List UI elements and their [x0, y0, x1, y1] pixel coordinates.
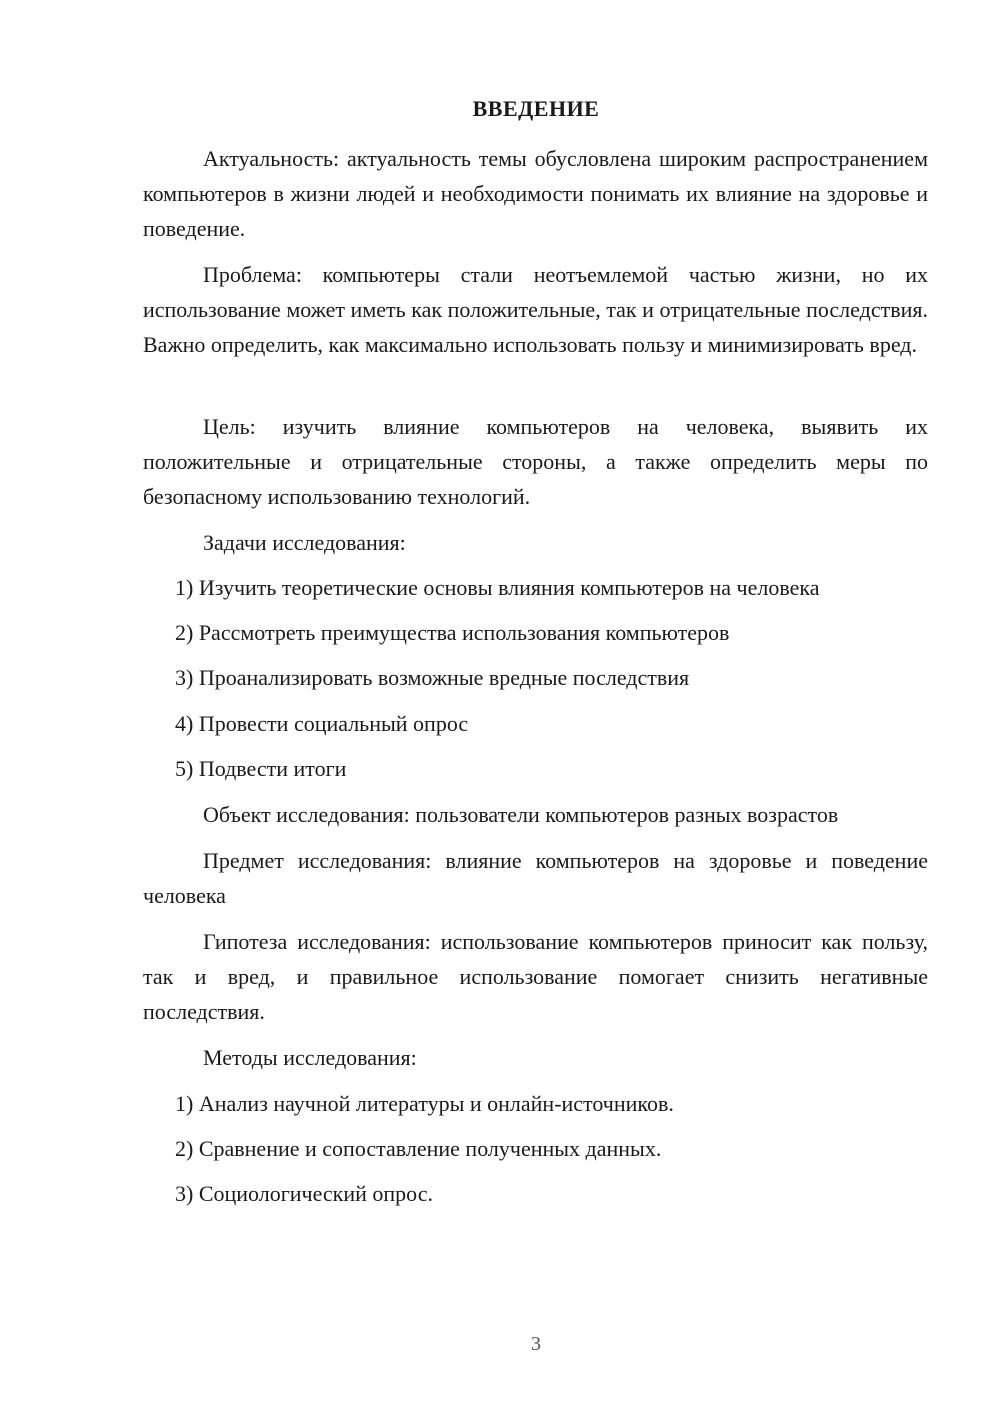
task-item: 2) Рассмотреть преимущества использования компьютеров	[175, 620, 730, 645]
task-item: 1) Изучить теоретические основы влияния компьютеров на человека	[175, 575, 820, 600]
relevance-paragraph: Актуальность: актуальность темы обусловлена широким распространением компьютеров в жизни людей и необходимости понимать их влияние на здоровье и поведение.	[143, 146, 928, 241]
tasks-title: Задачи исследования:	[203, 530, 406, 555]
goal-paragraph: Цель: изучить влияние компьютеров на человека, выявить их положительные и отрицательные стороны, а также определить меры по безопасному использованию технологий.	[143, 414, 928, 509]
object-paragraph: Объект исследования: пользователи компьютеров разных возрастов	[203, 802, 839, 827]
method-item: 1) Анализ научной литературы и онлайн-источников.	[175, 1091, 674, 1116]
method-item: 3) Социологический опрос.	[175, 1181, 433, 1206]
task-item: 4) Провести социальный опрос	[175, 711, 469, 736]
task-item: 3) Проанализировать возможные вредные последствия	[175, 665, 690, 690]
task-item: 5) Подвести итоги	[175, 756, 347, 781]
page-number: 3	[531, 1333, 541, 1355]
problem-paragraph: Проблема: компьютеры стали неотъемлемой частью жизни, но их использование может иметь как положительные, так и отрицательные последствия. Важно определить, как максимально использовать пользу и минимизировать вред.	[143, 262, 928, 357]
hypothesis-paragraph: Гипотеза исследования: использование компьютеров приносит как пользу, так и вред, и правильное использование помогает снизить негативные последствия.	[143, 929, 928, 1024]
subject-paragraph: Предмет исследования: влияние компьютеров на здоровье и поведение человека	[143, 848, 928, 908]
section-heading: ВВЕДЕНИЕ	[472, 96, 600, 121]
methods-title: Методы исследования:	[203, 1045, 417, 1070]
method-item: 2) Сравнение и сопоставление полученных данных.	[175, 1136, 662, 1161]
